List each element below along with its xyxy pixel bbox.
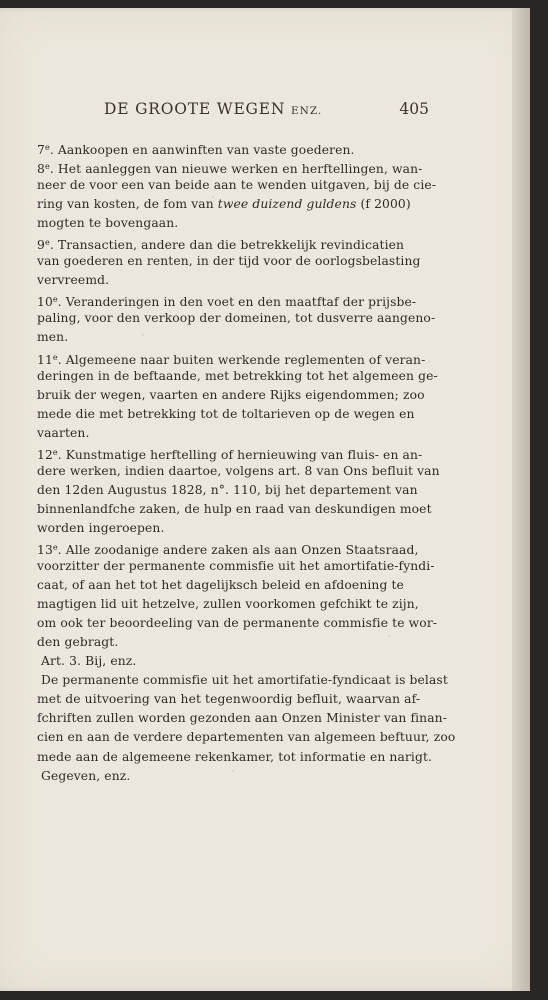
text-line xyxy=(37,367,438,386)
paper-spot xyxy=(212,196,214,198)
text-line xyxy=(37,690,432,709)
running-head-abbr: ENZ. xyxy=(290,105,323,117)
line-text: deringen in de beftaande, met betrekking tot het algemeen ge- xyxy=(37,368,438,383)
page-edge xyxy=(512,8,530,991)
line-text: . Alle zoodanige andere zaken als aan Onzen Staatsraad, xyxy=(57,542,419,557)
ordinal-suffix: e xyxy=(44,162,50,172)
text-line xyxy=(37,576,432,595)
line-text: . Het aanleggen van nieuwe werken en herftellingen, wan- xyxy=(49,162,423,177)
item-number: 12 xyxy=(37,447,53,462)
text-line xyxy=(37,424,432,443)
text-line xyxy=(37,595,432,614)
paper-spot xyxy=(232,770,234,772)
line-text: men. xyxy=(37,330,69,345)
text-line xyxy=(37,138,432,157)
text-line xyxy=(37,671,448,690)
line-text: mede die met betrekking tot de toltarieven op de wegen en xyxy=(37,406,415,421)
ordinal-suffix: e xyxy=(44,143,50,152)
text-line xyxy=(37,557,435,576)
ordinal-suffix: e xyxy=(52,447,58,457)
text-line xyxy=(37,157,432,176)
paper-spot xyxy=(388,635,390,637)
text-line xyxy=(37,481,432,500)
text-line xyxy=(37,233,432,252)
text-line xyxy=(37,309,436,328)
line-text: worden ingeroepen. xyxy=(37,520,165,535)
line-text: den 12den Augustus 1828, n°. 110, bij het departement van xyxy=(37,482,418,497)
text-line xyxy=(37,290,432,309)
text-line xyxy=(37,328,432,347)
italic-text: twee duizend guldens xyxy=(217,197,357,212)
text-line xyxy=(37,709,447,728)
line-text: De permanente commisfie uit het amortifatie-fyndicaat is belast xyxy=(41,673,448,688)
line-text: mogten te bovengaan. xyxy=(37,216,179,231)
line-text: neer de voor een van beide aan te wenden uitgaven, bij de cie- xyxy=(37,178,437,193)
text-line xyxy=(37,519,432,538)
text-line xyxy=(37,443,432,462)
text-line xyxy=(37,652,432,671)
text-line xyxy=(37,195,432,214)
line-text: den gebragt. xyxy=(37,635,119,650)
paper-spot xyxy=(142,334,144,336)
item-number: 10 xyxy=(37,295,53,310)
ordinal-suffix: e xyxy=(52,295,58,305)
line-text: voorzitter der permanente commisfie uit het amortifatie-fyndi- xyxy=(37,559,435,574)
text-line xyxy=(37,748,432,767)
text-line xyxy=(37,728,456,747)
item-number: 9 xyxy=(37,238,45,253)
line-text: . Veranderingen in den voet en den maatftaf der prijsbe- xyxy=(57,295,417,310)
line-text: Art. 3. Bij, enz. xyxy=(41,654,137,669)
line-text: Gegeven, enz. xyxy=(41,768,131,783)
book-page xyxy=(0,8,530,991)
running-head xyxy=(104,100,322,118)
body-text xyxy=(37,138,456,786)
line-text: . Algemeene naar buiten werkende reglementen of veran- xyxy=(57,352,426,367)
text-line xyxy=(37,462,440,481)
line-text: paling, voor den verkoop der domeinen, tot dusverre aangeno- xyxy=(37,311,436,326)
page-header xyxy=(104,100,429,124)
line-text: ring van kosten, de fom van xyxy=(37,197,218,212)
line-text: van goederen en renten, in der tijd voor de oorlogsbelasting xyxy=(37,254,421,269)
text-line xyxy=(37,500,432,519)
line-text: . Aankoopen en aanwinften van vaste goederen. xyxy=(49,143,355,157)
line-text: om ook ter beoordeeling van de permanente commisfie te wor- xyxy=(37,616,438,631)
line-text: vaarten. xyxy=(37,425,90,440)
text-line xyxy=(37,405,432,424)
text-line xyxy=(37,252,432,271)
running-head-title: DE GROOTE WEGEN xyxy=(104,100,286,118)
item-number: 7 xyxy=(37,143,45,157)
line-text: fchriften zullen worden gezonden aan Onzen Minister van finan- xyxy=(37,711,447,726)
ordinal-suffix: e xyxy=(52,352,58,362)
text-line xyxy=(37,271,432,290)
line-text: . Transactien, andere dan die betrekkelijk revindicatien xyxy=(49,238,405,253)
text-line xyxy=(37,614,438,633)
text-line xyxy=(37,348,432,367)
text-line xyxy=(37,767,432,786)
item-number: 11 xyxy=(37,352,53,367)
line-text: met de uitvoering van het tegenwoordig befluit, waarvan af- xyxy=(37,692,421,707)
text-line xyxy=(37,538,432,557)
page-number: 405 xyxy=(399,100,429,118)
line-text: cien en aan de verdere departementen van algemeen beftuur, zoo xyxy=(37,730,456,745)
line-text: (f 2000) xyxy=(356,197,411,212)
text-line xyxy=(37,633,432,652)
item-number: 8 xyxy=(37,162,45,177)
line-text: mede aan de algemeene rekenkamer, tot informatie en narigt. xyxy=(37,749,433,764)
text-line xyxy=(37,176,437,195)
text-line xyxy=(37,386,432,405)
line-text: vervreemd. xyxy=(37,273,110,288)
item-number: 13 xyxy=(37,542,53,557)
ordinal-suffix: e xyxy=(52,542,58,552)
text-line xyxy=(37,214,432,233)
line-text: magtigen lid uit hetzelve, zullen voorkomen gefchikt te zijn, xyxy=(37,597,419,612)
line-text: dere werken, indien daartoe, volgens art. 8 van Ons befluit van xyxy=(37,463,440,478)
line-text: binnenlandfche zaken, de hulp en raad van deskundigen moet xyxy=(37,501,432,516)
line-text: bruik der wegen, vaarten en andere Rijks eigendommen; zoo xyxy=(37,387,425,402)
line-text: caat, of aan het tot het dagelijksch beleid en afdoening te xyxy=(37,578,404,593)
ordinal-suffix: e xyxy=(44,238,50,248)
line-text: . Kunstmatige herftelling of hernieuwing van fluis- en an- xyxy=(57,447,423,462)
